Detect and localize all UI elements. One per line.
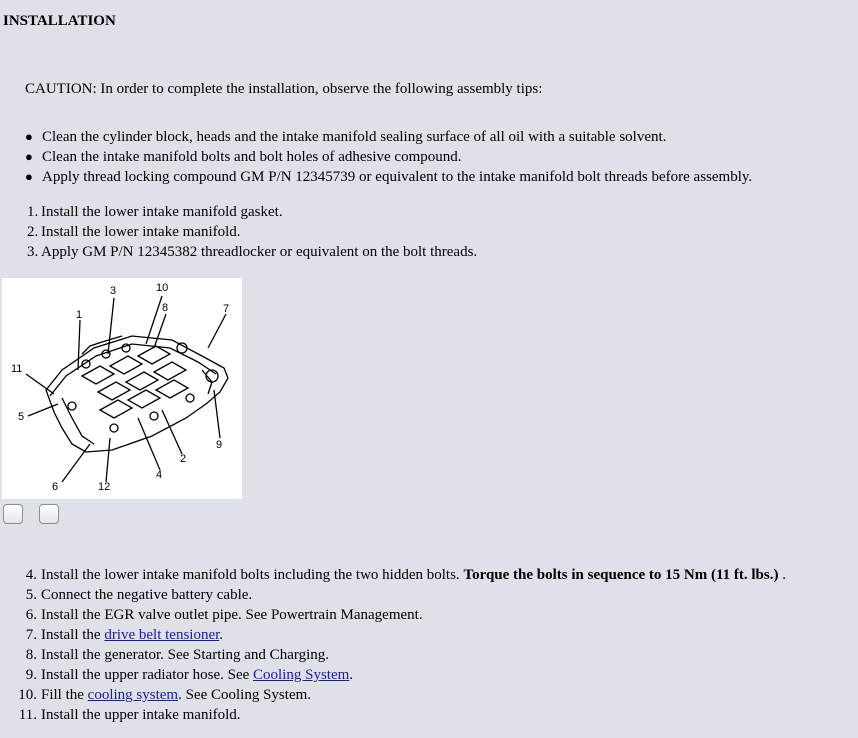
- callout-12: 12: [98, 481, 111, 493]
- caution-text: CAUTION: In order to complete the installation, observe the following assembly tips:: [25, 81, 543, 97]
- figure-print-button[interactable]: [39, 504, 59, 524]
- step-item: 2. Install the lower intake manifold.: [27, 224, 241, 240]
- callout-8: 8: [162, 302, 169, 314]
- callout-7: 7: [223, 303, 230, 315]
- callout-4: 4: [156, 469, 163, 481]
- step-item: 8. Install the generator. See Starting and Charging.: [25, 647, 329, 663]
- step-item: 7. Install the drive belt tensioner.: [25, 627, 224, 643]
- callout-3: 3: [110, 285, 117, 297]
- bullet-icon: ●: [25, 129, 33, 144]
- assembly-tips-list: [25, 127, 752, 187]
- step-item: 11. Install the upper intake manifold.: [18, 707, 241, 723]
- step-item: 9. Install the upper radiator hose. See Cooling System.: [25, 667, 354, 683]
- callout-11: 11: [11, 363, 23, 375]
- figure-zoom-button[interactable]: [3, 504, 23, 524]
- step-item: 10. Fill the cooling system. See Cooling System.: [18, 687, 312, 703]
- manifold-drawing: [2, 278, 242, 499]
- installation-steps-first: [27, 202, 477, 262]
- page-title: INSTALLATION: [3, 13, 116, 29]
- step-item: 6. Install the EGR valve outlet pipe. See Powertrain Management.: [25, 607, 423, 623]
- cooling-system-link[interactable]: Cooling System: [253, 667, 350, 683]
- step-item: 3. Apply GM P/N 12345382 threadlocker or equivalent on the bolt threads.: [27, 244, 478, 260]
- list-item: ● Apply thread locking compound GM P/N 12345739 or equivalent to the intake manifold bolt threads before assembly.: [25, 169, 753, 185]
- callout-5: 5: [18, 411, 25, 423]
- bullet-icon: ●: [25, 149, 33, 164]
- drive-belt-tensioner-link[interactable]: drive belt tensioner: [104, 627, 220, 643]
- list-item: ● Clean the cylinder block, heads and the intake manifold sealing surface of all oil with a suitable solvent.: [25, 129, 667, 145]
- callout-2: 2: [180, 453, 187, 465]
- callout-9: 9: [216, 439, 223, 451]
- step-item: 1. Install the lower intake manifold gasket.: [27, 204, 283, 220]
- bullet-icon: ●: [25, 169, 33, 184]
- fill-cooling-system-link[interactable]: cooling system: [87, 687, 179, 703]
- step-item: 4. Install the lower intake manifold bolts including the two hidden bolts. Torque the bolts in sequence to 15 Nm (11 ft. lbs.) .: [25, 567, 786, 583]
- step-item: 5. Connect the negative battery cable.: [25, 587, 253, 603]
- list-item: ● Clean the intake manifold bolts and bolt holes of adhesive compound.: [25, 149, 462, 165]
- intake-manifold-figure: [2, 278, 242, 499]
- callout-6: 6: [52, 481, 59, 493]
- callout-1: 1: [76, 309, 83, 321]
- installation-steps-second: [18, 565, 786, 725]
- callout-10: 10: [156, 282, 169, 294]
